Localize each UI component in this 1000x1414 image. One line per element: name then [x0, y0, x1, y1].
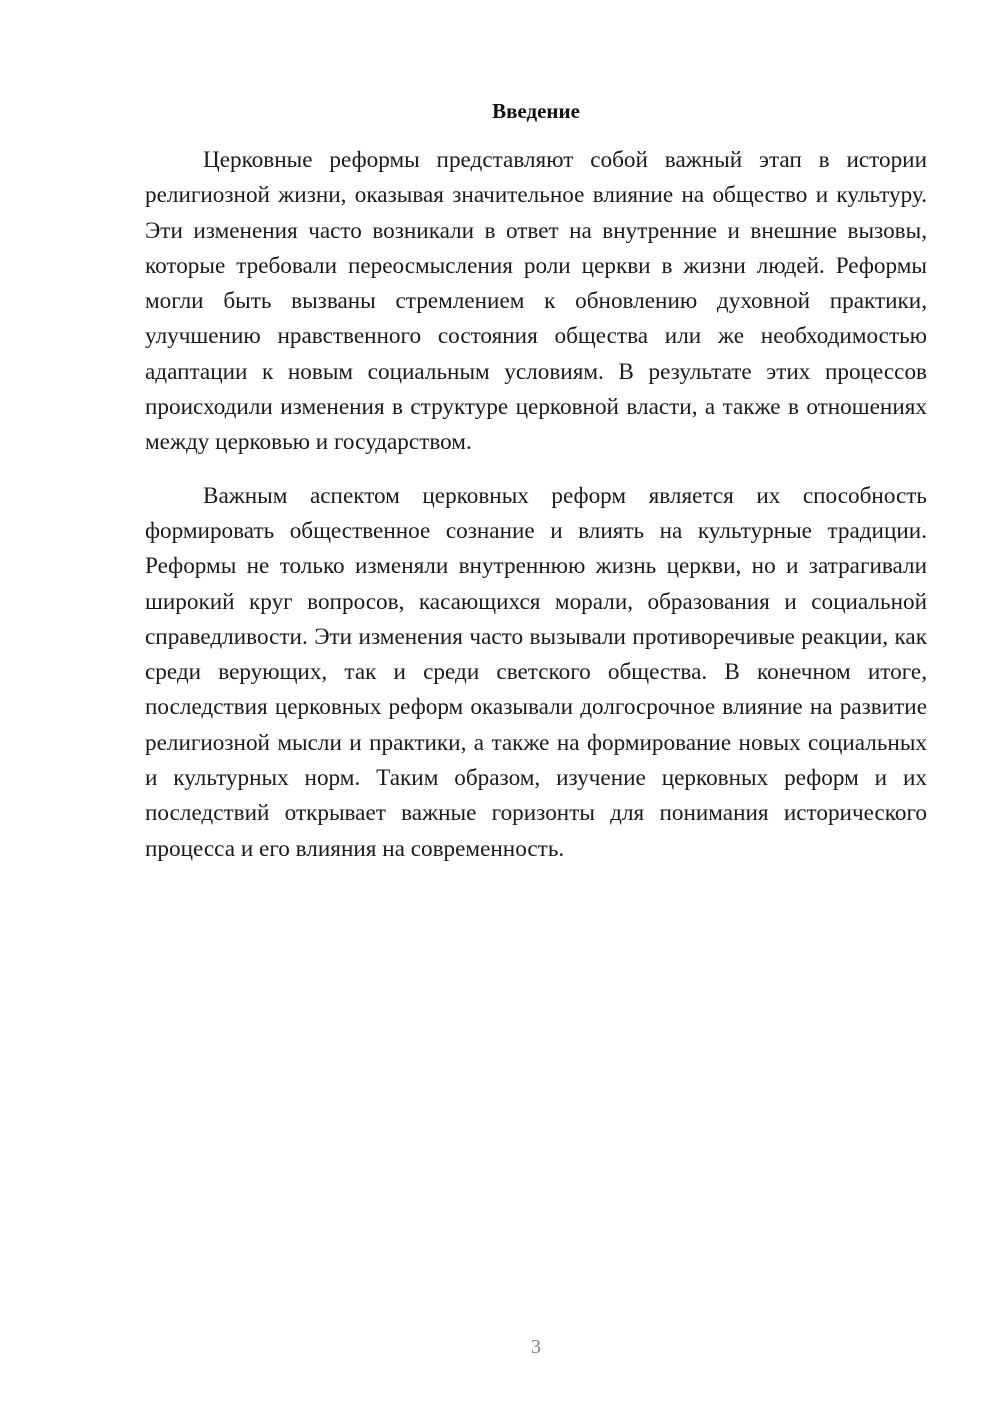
paragraph-1: Церковные реформы представляют собой важный этап в истории религиозной жизни, оказывая значительное влияние на общество и культуру. Эти изменения часто возникали в ответ на внутренние и внешние вызовы, которые требовали переосмысления роли церкви в жизни людей. Реформы могли быть вызваны стремлением к обновлению духовной практики, улучшению нравственного состояния общества или же необходимостью адаптации к новым социальным условиям. В результате этих процессов происходили изменения в структуре церковной власти, а также в отношениях между церковью и государством.	[145, 147, 927, 456]
section-heading: Введение	[492, 99, 580, 123]
paragraph-2: Важным аспектом церковных реформ является их способность формировать общественное сознание и влиять на культурные традиции. Реформы не только изменяли внутреннюю жизнь церкви, но и затрагивали широкий круг вопросов, касающихся морали, образования и социальной справедливости. Эти изменения часто вызывали противоречивые реакции, как среди верующих, так и среди светского общества. В конечном итоге, последствия церковных реформ оказывали долгосрочное влияние на развитие религиозной мысли и практики, а также на формирование новых социальных и культурных норм. Таким образом, изучение церковных реформ и их последствий открывает важные горизонты для понимания исторического процесса и его влияния на современность.	[145, 482, 927, 862]
page-number: 3	[531, 1336, 541, 1358]
body-text	[145, 143, 927, 867]
